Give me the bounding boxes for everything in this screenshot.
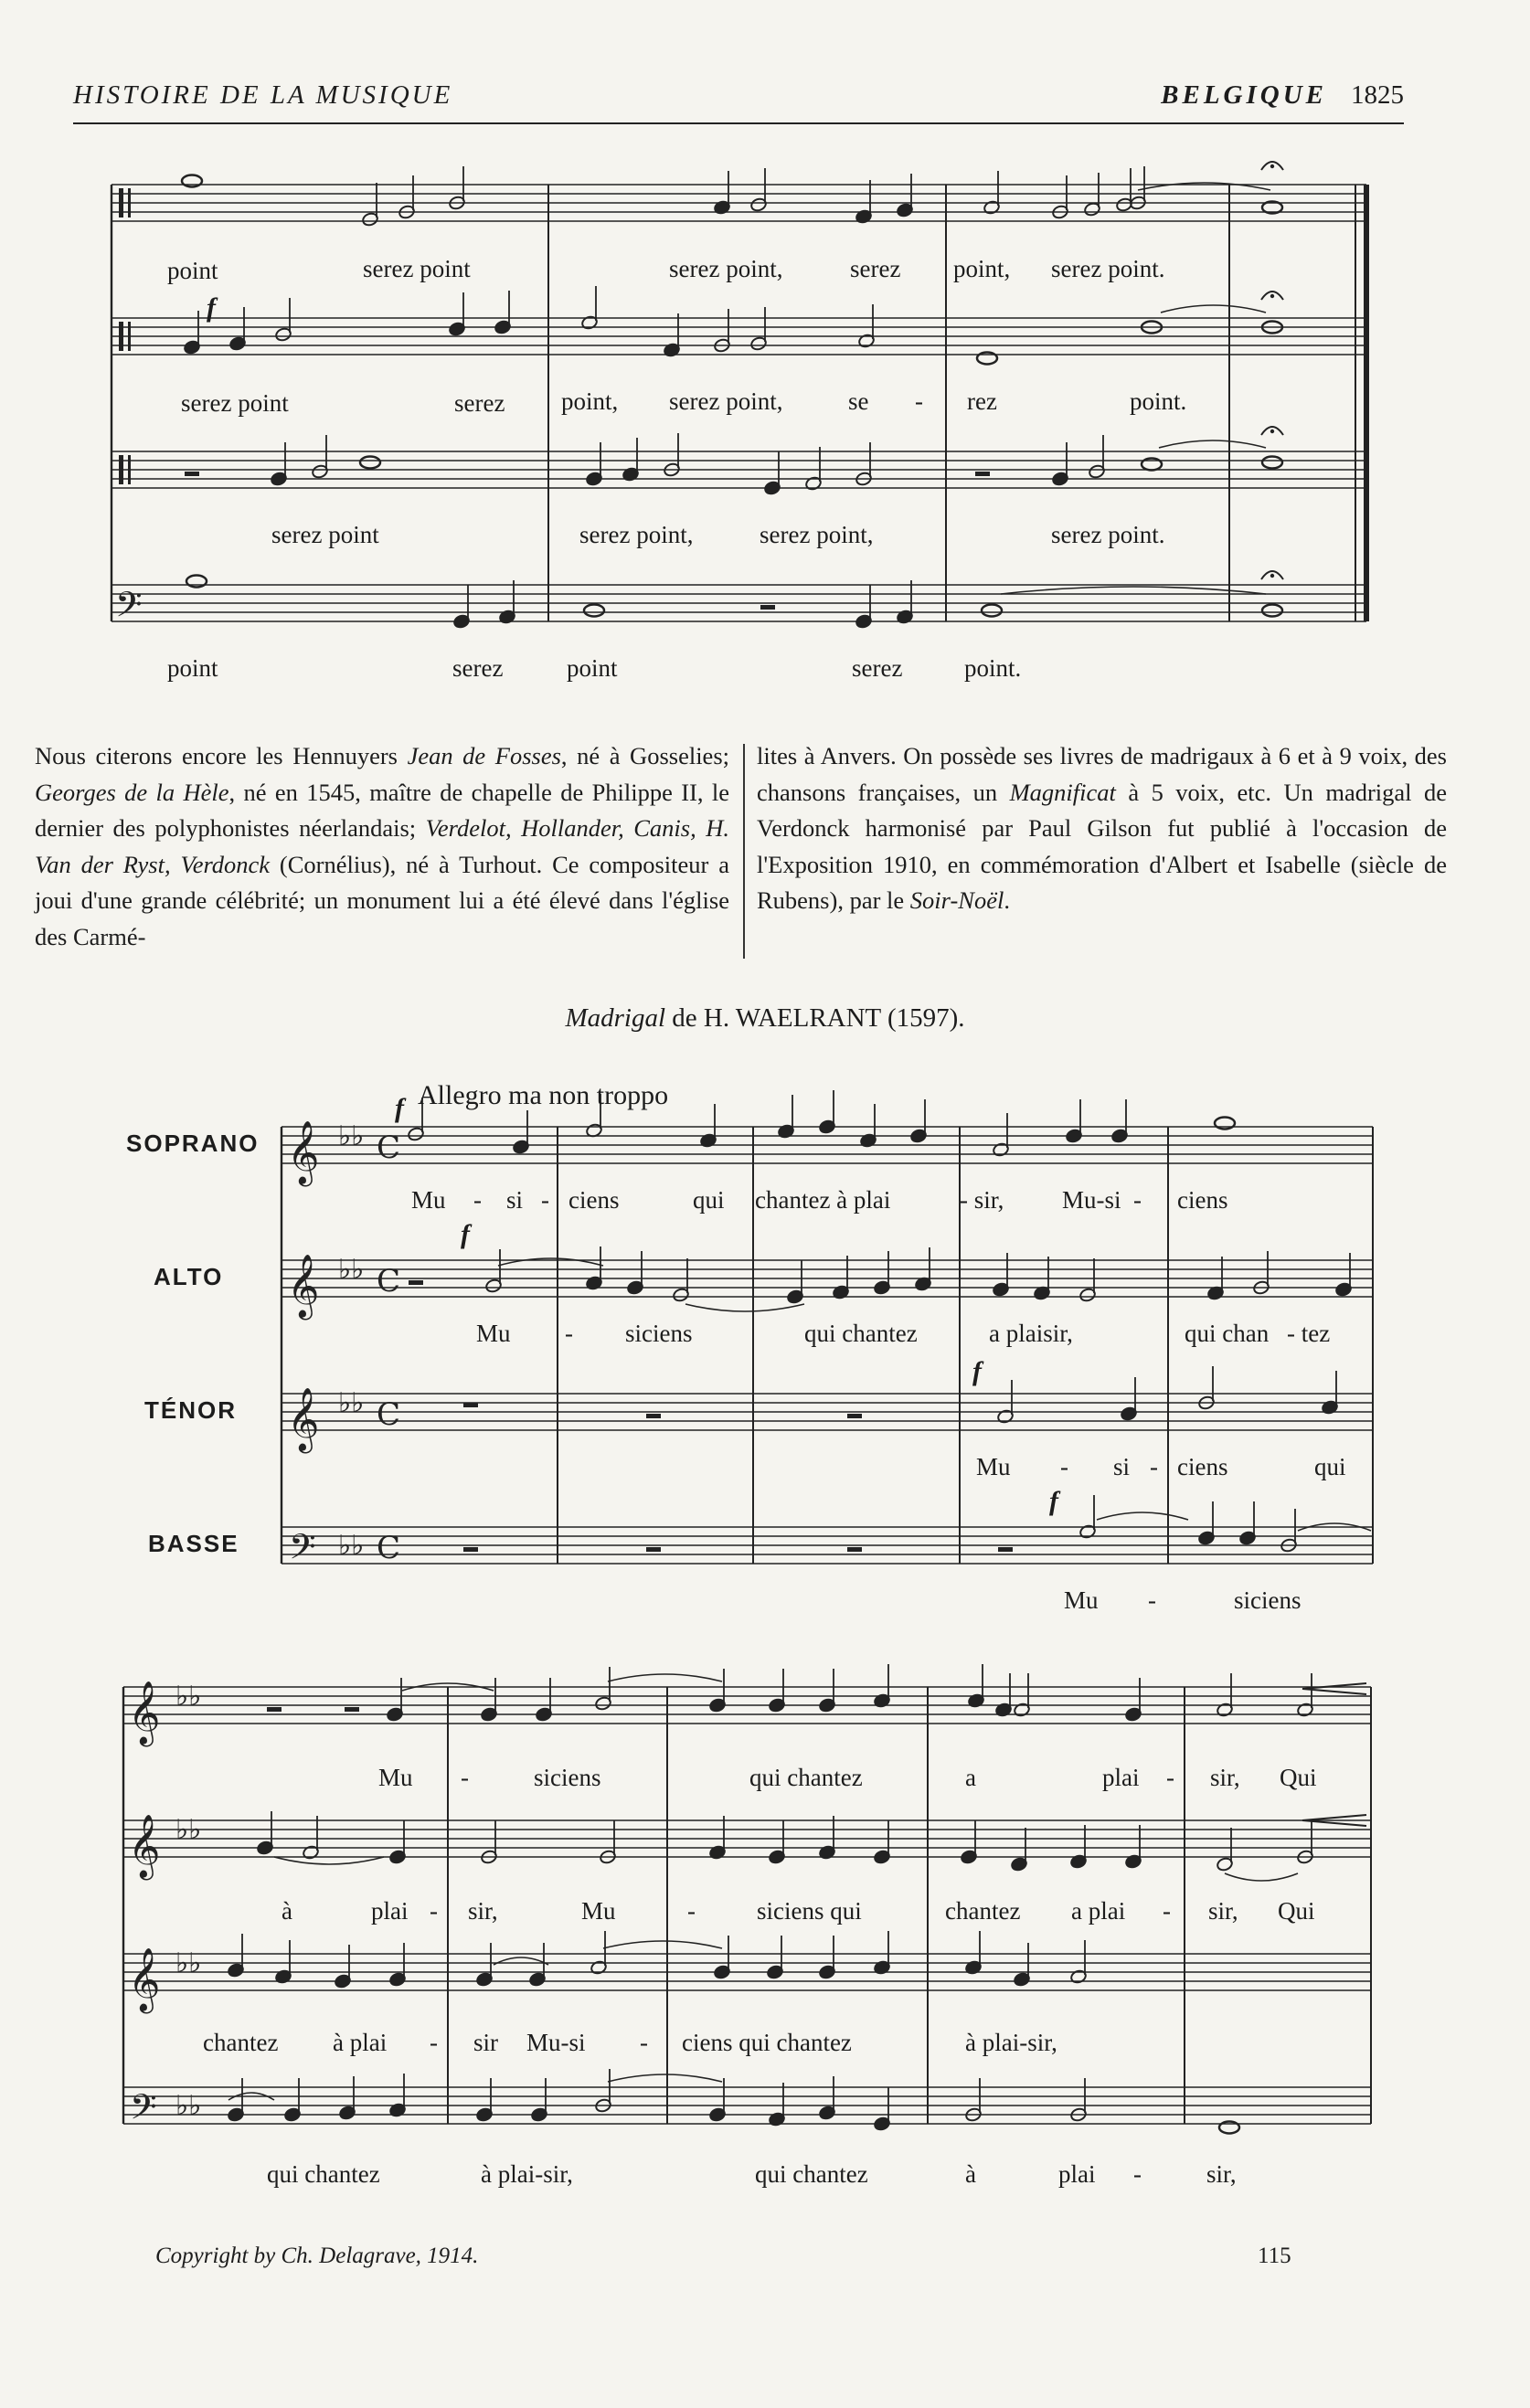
lyric: point. — [1130, 387, 1187, 415]
lyric: - — [1060, 1453, 1068, 1480]
lyric: - sir, — [960, 1186, 1004, 1214]
c-clef-icon — [128, 188, 131, 217]
voice-label-soprano: SOPRANO — [126, 1130, 260, 1157]
lyric: point, — [953, 255, 1011, 282]
lyric: a plaisir, — [989, 1320, 1073, 1347]
lyric: plai — [371, 1897, 409, 1925]
whole-note — [584, 605, 604, 617]
clef-icon: 𝄞 — [287, 1254, 320, 1318]
rest-icon — [646, 1414, 661, 1418]
lyric: Mu-si — [1062, 1186, 1121, 1214]
lyric: - — [430, 2029, 438, 2056]
lyric: sir, — [468, 1897, 498, 1925]
lyric: se — [848, 387, 869, 415]
lyric: à plai — [333, 2029, 388, 2056]
page-number-top: 1825 — [1351, 80, 1404, 110]
clef-icon: 𝄢 — [130, 2086, 157, 2136]
voice-label-tenor: TÉNOR — [144, 1396, 237, 1424]
lyric: - — [640, 2029, 648, 2056]
lyric: Qui — [1278, 1897, 1315, 1925]
whole-note — [982, 605, 1002, 617]
clef-icon: 𝄢 — [115, 584, 143, 633]
lyric: plai — [1058, 2160, 1096, 2188]
text-run: Magnificat — [1009, 778, 1116, 806]
time-signature: C — [377, 1263, 401, 1299]
clef-icon: 𝄞 — [128, 1681, 161, 1745]
lyric: serez — [852, 654, 903, 682]
flat-icon: ♭♭ — [338, 1120, 365, 1152]
text-run: (Cornélius), né à Turhout. Ce compositeur a joui d'une grande célébrité; un monument lui a été élevé dans l'église des Carmé- — [35, 850, 729, 950]
dynamic-marking: f — [395, 1093, 404, 1123]
flat-icon: ♭♭ — [338, 1530, 365, 1562]
flat-icon: ♭♭ — [338, 1254, 365, 1286]
lyric: qui chantez — [267, 2160, 380, 2188]
lyric: - — [915, 387, 923, 415]
voice-label-basse: BASSE — [148, 1530, 239, 1557]
rest-icon — [409, 1280, 423, 1285]
running-title: HISTOIRE DE LA MUSIQUE — [73, 80, 453, 110]
rest-icon — [267, 1707, 282, 1712]
text-column-right — [757, 738, 1447, 919]
lyric: plai — [1102, 1764, 1140, 1791]
lyric: - — [1163, 1897, 1171, 1925]
time-signature: C — [377, 1130, 401, 1166]
lyric: qui — [693, 1186, 725, 1214]
slur — [274, 1857, 384, 1864]
lyric: serez — [452, 654, 504, 682]
lyric: - — [430, 1897, 438, 1925]
flat-icon: ♭♭ — [338, 1387, 365, 1419]
lyric: Mu-si — [526, 2029, 586, 2056]
lyric: - — [1148, 1586, 1156, 1614]
rest-icon — [847, 1547, 862, 1552]
text-run: lites à Anvers. On possède ses livres de madrigaux à 6 et à 9 voix, des chansons françaises, un — [757, 742, 1447, 806]
slur — [603, 1941, 722, 1948]
dynamic-marking: f — [972, 1356, 982, 1386]
lyric: - — [1166, 1764, 1174, 1791]
text-run: à 5 voix, etc. Un madrigal de Verdonck harmonisé par Paul Gilson fut publié à l'occasion de l'Exposition 1910, en commémoration d'Albert et Isabelle (siècle de Rubens), par le — [757, 778, 1447, 914]
lyric: point — [167, 654, 218, 682]
time-signature: C — [377, 1396, 401, 1433]
lyric: a plai — [1071, 1897, 1126, 1925]
lyric: siciens — [534, 1764, 601, 1791]
lyric: serez point — [181, 389, 289, 417]
page-number-bottom: 115 — [1258, 2244, 1291, 2268]
fermata-dot — [1270, 164, 1274, 168]
lyric: - — [1133, 2160, 1142, 2188]
fermata-dot — [1270, 294, 1274, 298]
lyric: serez point, — [579, 521, 694, 548]
rest-icon — [760, 605, 775, 610]
text-run: , né à Gosselies; — [560, 742, 729, 769]
rest-icon — [185, 472, 199, 476]
lyric: serez point. — [1051, 255, 1165, 282]
slur — [1001, 587, 1266, 594]
lyric: qui chantez — [749, 1764, 863, 1791]
flat-icon: ♭♭ — [175, 2090, 202, 2122]
lyric: sir — [473, 2029, 498, 2056]
slur — [1159, 440, 1266, 448]
dynamic-marking: f — [1049, 1486, 1058, 1516]
lyric: siciens qui — [757, 1897, 862, 1925]
lyric: point, — [561, 387, 619, 415]
lyric: sir, — [1208, 1897, 1238, 1925]
c-clef-icon — [119, 322, 123, 351]
text-column-left — [35, 738, 729, 955]
lyric: point — [567, 654, 618, 682]
lyric: - — [1133, 1186, 1142, 1214]
lyric: Mu — [476, 1320, 511, 1347]
lyric: chantez à plai — [755, 1186, 891, 1214]
lyric: - — [1150, 1453, 1158, 1480]
lyric: point — [167, 257, 218, 284]
lyric: qui chantez — [804, 1320, 918, 1347]
lyric: chantez — [203, 2029, 279, 2056]
lyric: siciens — [1234, 1586, 1302, 1614]
text-run: Soir-Noël — [909, 886, 1004, 914]
dynamic-marking: f — [207, 292, 216, 323]
tempo-marking: Allegro ma non troppo — [418, 1080, 669, 1110]
rest-icon — [463, 1403, 478, 1407]
lyric: serez — [850, 255, 901, 282]
caption-rest: de H. WAELRANT (1597). — [665, 1003, 965, 1033]
lyric: ciens — [568, 1186, 620, 1214]
lyric: point. — [964, 654, 1022, 682]
text-run: Georges de la Hèle — [35, 778, 229, 806]
lyric: serez point. — [1051, 521, 1165, 548]
rest-icon — [463, 1547, 478, 1552]
slur — [685, 1304, 804, 1311]
clef-icon: 𝄞 — [287, 1120, 320, 1184]
lyric: serez — [454, 389, 505, 417]
section-title: BELGIQUE — [1161, 80, 1327, 110]
lyric: à — [282, 1897, 292, 1925]
lyric: a — [965, 1764, 976, 1791]
lyric: Mu — [1064, 1586, 1099, 1614]
lyric: ciens — [1177, 1453, 1228, 1480]
rest-icon — [646, 1547, 661, 1552]
rest-icon — [998, 1547, 1013, 1552]
lyric: Mu — [976, 1453, 1011, 1480]
text-run: Nous citerons encore les Hennuyers — [35, 742, 408, 769]
lyric: rez — [967, 387, 997, 415]
rest-icon — [345, 1707, 359, 1712]
c-clef-icon — [128, 322, 131, 351]
lyric: qui — [1314, 1453, 1346, 1480]
lyric: à plai-sir, — [481, 2160, 573, 2188]
text-run: Jean de Fosses — [407, 742, 561, 769]
rest-icon — [975, 472, 990, 476]
lyric: Mu — [411, 1186, 446, 1214]
lyric: Mu — [378, 1764, 413, 1791]
whole-note — [1262, 457, 1282, 469]
lyric: serez point — [363, 255, 471, 282]
fermata-dot — [1270, 574, 1274, 578]
text-run: Verdelot, Hollander, Canis, H. Van der Ryst, Verdonck — [35, 814, 729, 878]
slur — [1097, 1512, 1188, 1520]
whole-note — [360, 457, 380, 469]
slur — [608, 2074, 722, 2082]
lyric: à plai-sir, — [965, 2029, 1057, 2056]
caption-italic: Madrigal — [565, 1003, 665, 1033]
lyric: - — [687, 1897, 696, 1925]
lyric: si — [1113, 1453, 1131, 1480]
c-clef-icon — [119, 188, 123, 217]
slur — [608, 1674, 722, 1681]
lyric: - — [565, 1320, 573, 1347]
lyric: serez point — [271, 521, 379, 548]
lyric: serez point, — [669, 255, 783, 282]
c-clef-icon — [119, 455, 123, 484]
copyright-notice: Copyright by Ch. Delagrave, 1914. — [155, 2244, 479, 2268]
body-text — [35, 738, 1447, 958]
text-run: . — [1004, 886, 1010, 914]
whole-note — [1262, 605, 1282, 617]
lyric: Mu — [581, 1897, 616, 1925]
rest-icon — [847, 1414, 862, 1418]
flat-icon: ♭♭ — [175, 1947, 202, 1979]
slur — [1161, 305, 1266, 313]
lyric: Qui — [1280, 1764, 1317, 1791]
clef-icon: 𝄞 — [128, 1814, 161, 1878]
lyric: siciens — [625, 1320, 693, 1347]
c-clef-icon — [128, 455, 131, 484]
text-run: , né en 1545, maître de chapelle de Philippe II, le dernier des polyphonistes néerlandais; — [35, 778, 730, 842]
lyric: - — [541, 1186, 549, 1214]
lyric: serez point, — [669, 387, 783, 415]
lyric: - tez — [1287, 1320, 1331, 1347]
time-signature: C — [377, 1530, 401, 1566]
lyric: si — [506, 1186, 524, 1214]
voice-label-alto: ALTO — [154, 1263, 224, 1290]
flat-icon: ♭♭ — [175, 1814, 202, 1846]
lyric: sir, — [1210, 1764, 1240, 1791]
lyric: chantez — [945, 1897, 1021, 1925]
column-divider — [743, 744, 745, 959]
clef-icon: 𝄢 — [289, 1526, 316, 1575]
flat-icon: ♭♭ — [175, 1681, 202, 1713]
lyric: sir, — [1206, 2160, 1237, 2188]
fermata-dot — [1270, 430, 1274, 433]
clef-icon: 𝄞 — [287, 1387, 320, 1451]
lyric: - — [461, 1764, 469, 1791]
lyric: ciens qui chantez — [682, 2029, 852, 2056]
slur — [1225, 1873, 1298, 1881]
lyric: à — [965, 2160, 976, 2188]
dynamic-marking: f — [461, 1219, 470, 1249]
clef-icon: 𝄞 — [128, 1947, 161, 2011]
lyric: ciens — [1177, 1186, 1228, 1214]
lyric: qui chantez — [755, 2160, 868, 2188]
lyric: - — [473, 1186, 482, 1214]
madrigal-caption — [0, 1003, 1530, 1034]
lyric: serez point, — [760, 521, 874, 548]
lyric: qui chan — [1185, 1320, 1270, 1347]
